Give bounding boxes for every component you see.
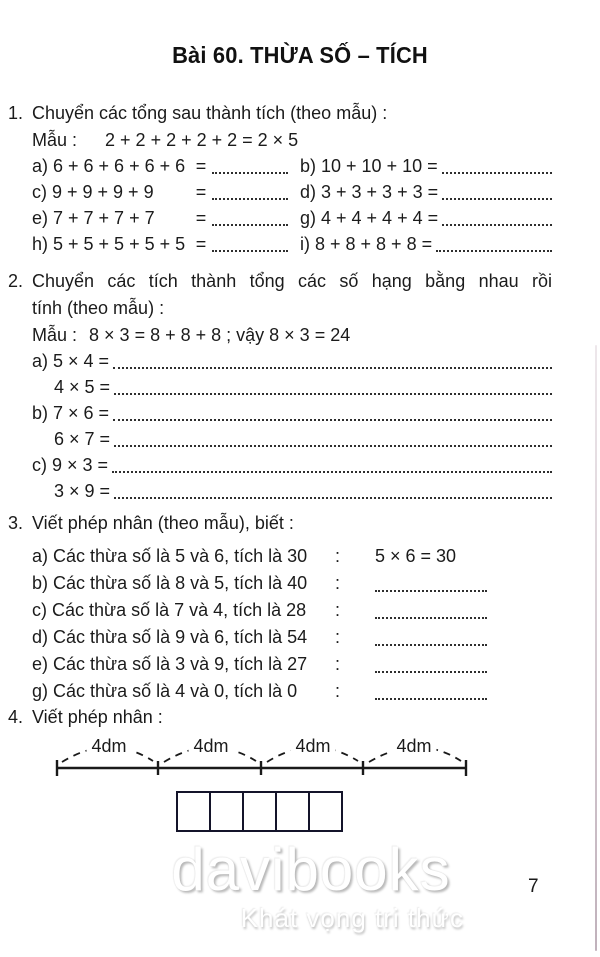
sum-left: e) 7 + 7 + 7 + 7 [32,208,155,228]
sum-left: c) 9 + 9 + 9 + 9 [32,182,154,202]
colon: : [335,546,341,566]
segment-label-4dm: 4dm [391,736,436,757]
segment-label-4dm: 4dm [188,736,233,757]
answer-blank [375,588,487,592]
answer-blank [114,495,552,499]
factors-row [32,597,552,624]
sum-right: i) 8 + 8 + 8 + 8 = [300,234,433,254]
product-line [54,374,552,400]
product-expression: b) 7 × 6 = [32,403,110,423]
answer-blank [113,417,552,421]
colon: : [335,654,341,674]
equals-sign: = [195,208,207,228]
section-heading-text: Viết phép nhân (theo mẫu), biết : [32,513,294,533]
product-line [32,400,552,426]
factors-row [32,678,552,705]
heading-line-1: Chuyển các tích thành tổng các số hạng bằng nhau rồi [32,271,552,291]
answer-box [308,791,343,832]
product-line [32,452,552,478]
factors-text: d) Các thừa số là 9 và 6, tích là 54 [32,627,308,647]
answer-blank [212,248,288,252]
factors-text: c) Các thừa số là 7 và 4, tích là 28 [32,600,307,620]
segment-label-4dm: 4dm [86,736,131,757]
answer-blank [212,222,288,226]
page-title: Bài 60. THỪA SỐ – TÍCH [172,42,428,68]
section-1 [8,100,552,257]
section-4 [8,704,552,731]
answer-blank [375,696,487,700]
factors-text: e) Các thừa số là 3 và 9, tích là 27 [32,654,308,674]
answer-blank [442,170,552,174]
section-heading-text [32,268,552,322]
sum-right: g) 4 + 4 + 4 + 4 = [300,208,439,228]
answer-blank [113,365,552,369]
example-line [32,322,552,348]
section-number: 2. [8,271,24,291]
sum-right: b) 10 + 10 + 10 = [300,156,438,176]
factors-row [32,651,552,678]
equals-sign: = [195,234,207,254]
answer-blank [212,170,288,174]
answer-text: 5 × 6 = 30 [375,546,457,566]
colon: : [335,600,341,620]
section-heading-text: Chuyển các tổng sau thành tích (theo mẫu) : [32,103,388,123]
colon: : [335,681,341,701]
answer-box [275,791,310,832]
answer-blank [112,469,552,473]
answer-blank [114,391,552,395]
product-expression: a) 5 × 4 = [32,351,110,371]
answer-blank [114,443,552,447]
sum-right: d) 3 + 3 + 3 + 3 = [300,182,439,202]
product-expression: 4 × 5 = [54,377,111,397]
sum-row [32,153,552,179]
answer-boxes [176,791,343,832]
colon: : [335,627,341,647]
watermark-tagline: Khát vọng tri thức [240,903,464,933]
factors-text: a) Các thừa số là 5 và 6, tích là 30 [32,546,308,566]
factors-text: b) Các thừa số là 8 và 5, tích là 40 [32,573,308,593]
section-1-heading [8,100,552,127]
example-line [32,127,552,153]
section-3-heading [8,510,552,537]
sum-row [32,205,552,231]
section-number: 4. [8,707,24,727]
equals-sign: = [195,156,207,176]
answer-blank [212,196,288,200]
example-text: 2 + 2 + 2 + 2 + 2 = 2 × 5 [105,130,299,150]
answer-blank [436,248,552,252]
answer-blank [375,669,487,673]
answer-blank [442,196,552,200]
equals-sign: = [195,182,207,202]
factors-row [32,543,552,570]
example-text: 8 × 3 = 8 + 8 + 8 ; vậy 8 × 3 = 24 [89,325,351,345]
factors-row [32,624,552,651]
answer-box [209,791,244,832]
watermark [158,836,464,934]
factors-text: g) Các thừa số là 4 và 0, tích là 0 [32,681,298,701]
section-number: 1. [8,103,24,123]
section-2 [8,268,552,504]
product-line [54,426,552,452]
section-3 [8,510,552,705]
answer-box [176,791,211,832]
sum-row [32,231,552,257]
section-number: 3. [8,513,24,533]
page-number: 7 [528,876,539,897]
product-expression: c) 9 × 3 = [32,455,109,475]
heading-line-2: tính (theo mẫu) : [32,298,165,318]
product-line [32,348,552,374]
answer-blank [375,615,487,619]
segment-label-4dm: 4dm [290,736,335,757]
colon: : [335,573,341,593]
product-expression: 3 × 9 = [54,481,111,501]
example-label: Mẫu : [32,325,78,345]
sum-left: a) 6 + 6 + 6 + 6 + 6 [32,156,186,176]
answer-blank [442,222,552,226]
example-label: Mẫu : [32,130,78,150]
answer-blank [375,642,487,646]
product-expression: 6 × 7 = [54,429,111,449]
sum-left: h) 5 + 5 + 5 + 5 + 5 [32,234,186,254]
product-line [54,478,552,504]
sum-row [32,179,552,205]
section-heading-text: Viết phép nhân : [32,707,163,727]
section-4-heading [8,704,552,731]
section-2-heading [8,268,552,322]
scan-page-edge [595,345,597,951]
answer-box [242,791,277,832]
factors-row [32,570,552,597]
watermark-brand: davibooks [171,836,451,903]
